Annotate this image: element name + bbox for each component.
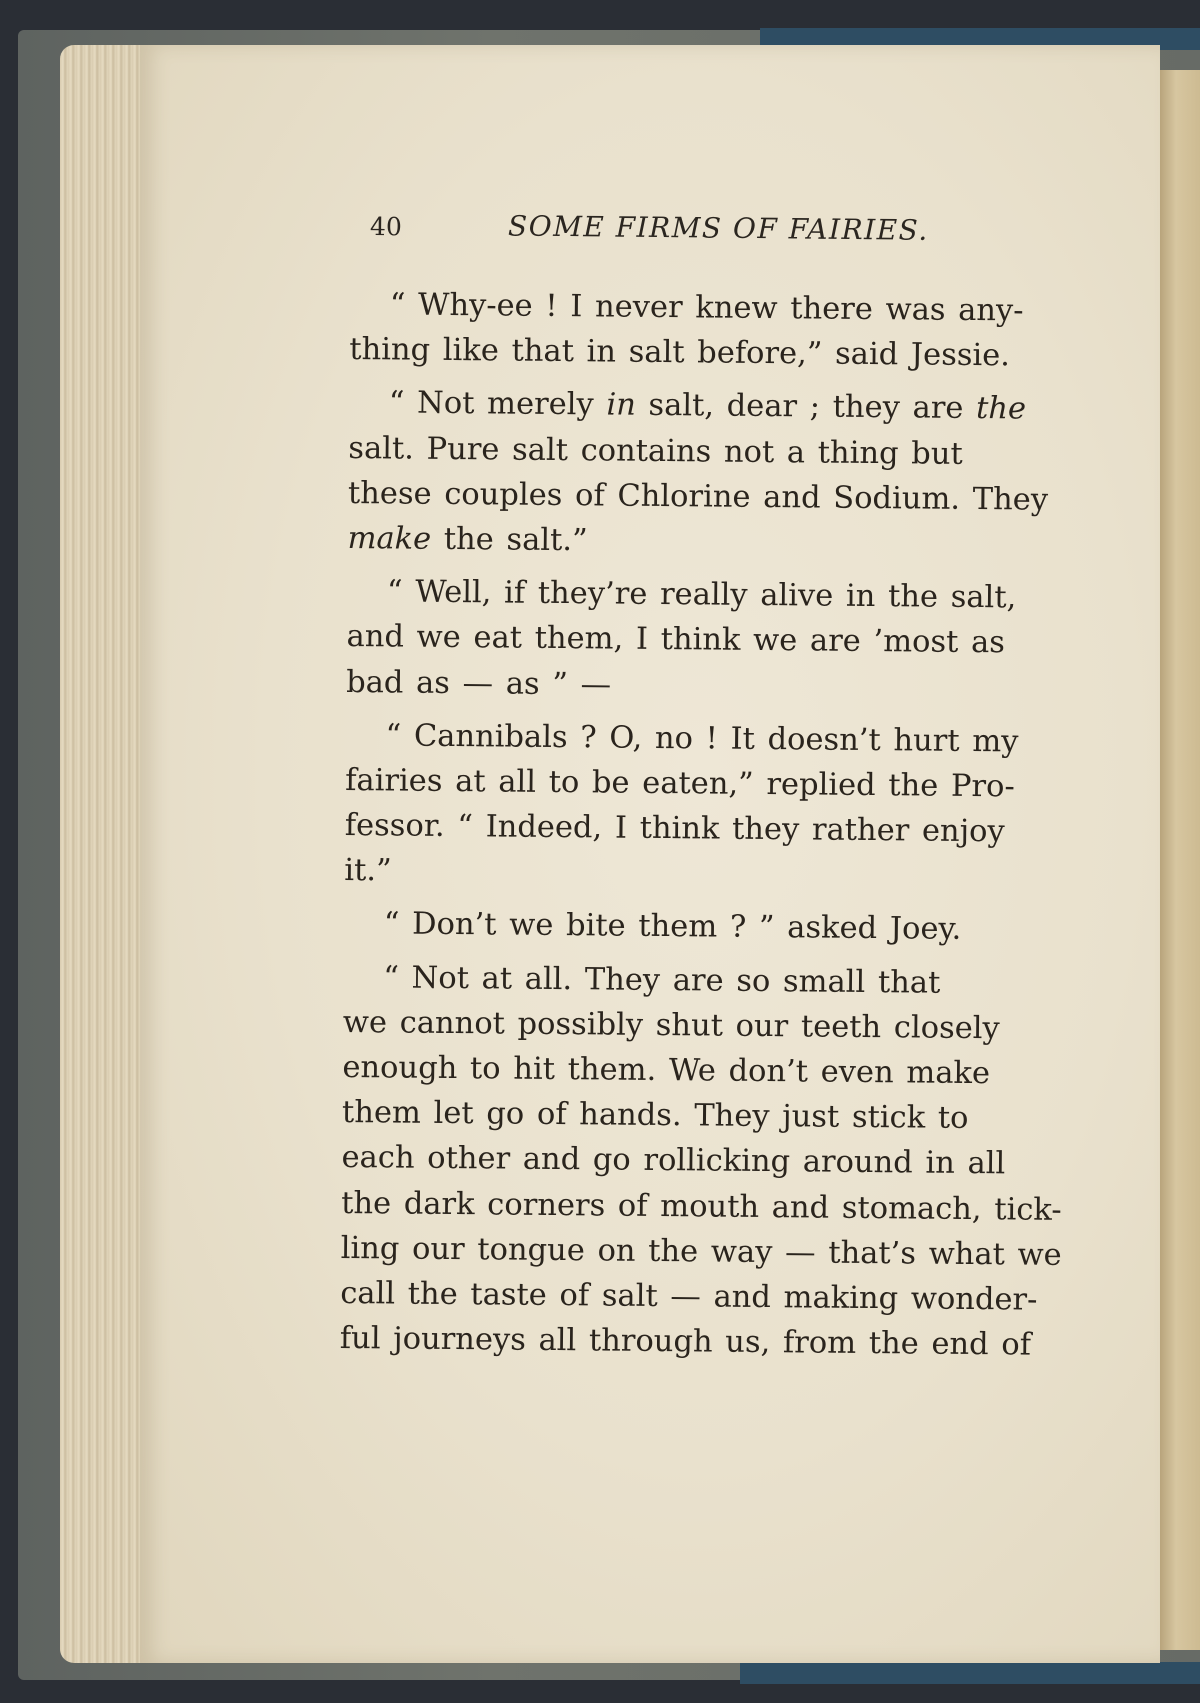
text-line: fessor. “ Indeed, I think they rather enjoy	[344, 808, 1005, 850]
text-line: make the salt.”	[347, 520, 588, 559]
page-number: 40	[369, 212, 402, 242]
running-head	[370, 208, 970, 254]
text-line: ling our tongue on the way — that’s what we	[340, 1230, 1062, 1273]
text-line: bad as — as ” —	[345, 664, 612, 703]
cover-spine-bottom	[740, 1662, 1200, 1684]
text-line: ful journeys all through us, from the end of	[339, 1321, 1032, 1363]
text-line: “ Cannibals ? O, no ! It doesn’t hurt my	[385, 718, 1019, 760]
text-line: the dark corners of mouth and stomach, tick-	[340, 1185, 1062, 1228]
paragraph	[344, 901, 1064, 953]
text-line: and we eat them, I think we are ’most as	[346, 619, 1006, 661]
italic-word: in	[606, 387, 636, 424]
text-line: “ Not at all. They are so small that	[383, 959, 941, 1001]
text-line: enough to hit them. We don’t even make	[342, 1049, 991, 1092]
body-text	[340, 282, 1070, 1368]
paragraph	[340, 955, 1064, 1369]
text-line: it.”	[344, 853, 392, 889]
text-line: these couples of Chlorine and Sodium. They	[347, 475, 1049, 518]
paragraph	[347, 380, 1069, 568]
text-line: them let go of hands. They just stick to	[341, 1095, 969, 1137]
text-line: thing like that in salt before,” said Jessie.	[349, 332, 1011, 374]
text-line: each other and go rollicking around in all	[341, 1140, 1006, 1182]
page-title: SOME FIRMS OF FAIRIES.	[507, 209, 929, 247]
text-line: fairies at all to be eaten,” replied the Pro-	[345, 762, 1015, 805]
facing-page-edge	[1160, 70, 1200, 1650]
text-line: call the taste of salt — and making wonder-	[340, 1275, 1038, 1318]
text-line: “ Well, if they’re really alive in the salt,	[386, 574, 1017, 616]
italic-word: make	[347, 520, 432, 557]
paragraph	[349, 282, 1070, 379]
italic-word: the	[975, 391, 1027, 427]
text-line: “ Don’t we bite them ? ” asked Joey.	[383, 906, 962, 948]
text-line: “ Not merely in salt, dear ; they are the	[388, 385, 1027, 427]
paragraph	[344, 713, 1066, 901]
text-line: “ Why-ee ! I never knew there was any-	[389, 287, 1024, 329]
text-line: we cannot possibly shut our teeth closely	[342, 1004, 1000, 1047]
text-line: salt. Pure salt contains not a thing but	[348, 430, 963, 472]
paragraph	[346, 569, 1067, 711]
